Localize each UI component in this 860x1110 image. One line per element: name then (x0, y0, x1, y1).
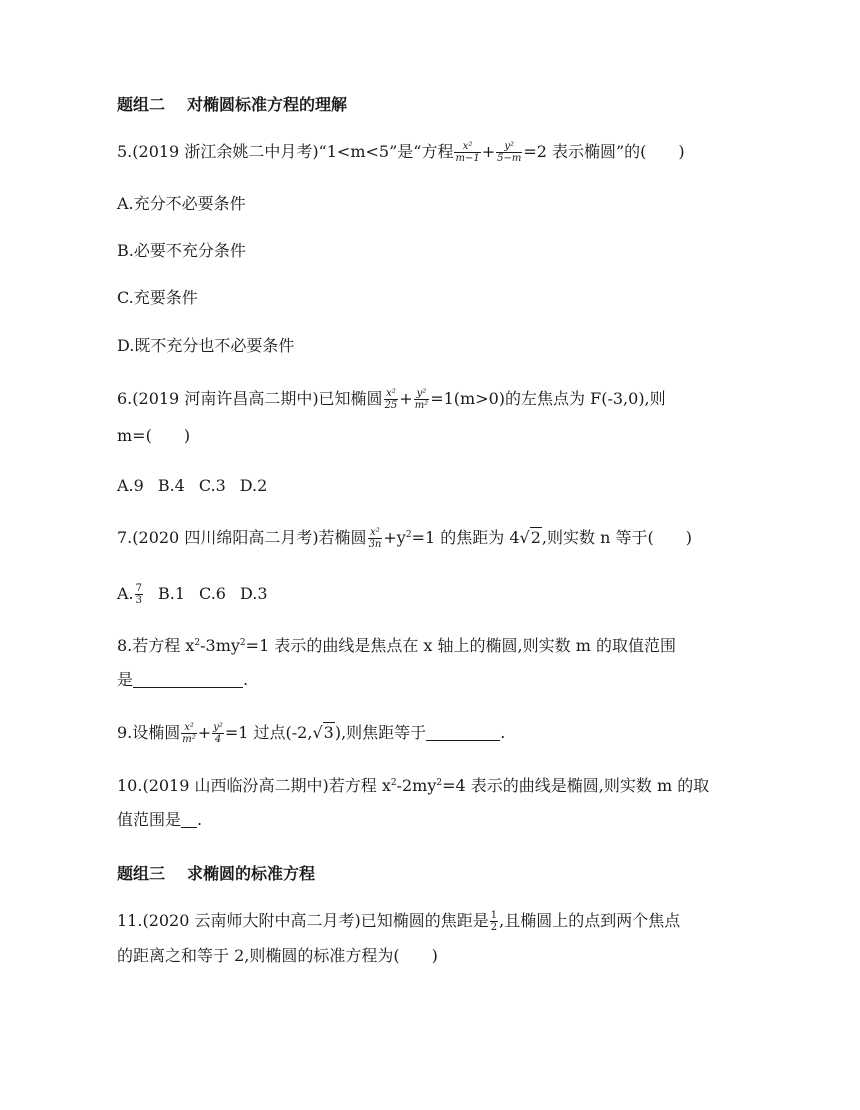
question-text: =2 表示椭圆”的( ) (523, 142, 685, 161)
question-text: 是 (117, 670, 134, 689)
fraction (414, 388, 430, 411)
option-c: C.6 (199, 584, 226, 603)
option-c: C.充要条件 (117, 288, 198, 307)
denominator: m² (414, 400, 429, 411)
option-b: B.1 (158, 584, 186, 603)
numerator: y² (213, 722, 223, 733)
section-title: 对椭圆标准方程的理解 (187, 95, 348, 114)
question-9-stem (117, 721, 505, 745)
question-text: 5.(2019 浙江余姚二中月考)“1<m<5”是“方程 (117, 142, 454, 161)
fraction (384, 388, 399, 411)
radicand: 3 (323, 723, 334, 742)
denominator: 5−m (497, 153, 522, 164)
question-8-stem (117, 634, 676, 658)
section-heading-2 (117, 93, 347, 117)
answer-blank[interactable] (181, 811, 197, 828)
square-root: √2 (519, 528, 541, 547)
question-text: ,则实数 n 等于( ) (541, 528, 692, 547)
superscript: 2 (194, 638, 201, 648)
question-10-stem (117, 774, 709, 798)
question-11-line2: 的距离之和等于 2,则椭圆的标准方程为( ) (117, 946, 438, 965)
question-text: ,且椭圆上的点到两个焦点 (499, 911, 681, 930)
question-text: =1 过点(-2, (224, 723, 313, 742)
answer-blank[interactable] (426, 724, 500, 741)
fraction (496, 141, 522, 164)
operator: + (399, 389, 413, 408)
question-text: =4 表示的曲线是椭圆,则实数 m 的取 (442, 776, 710, 795)
question-text: 值范围是 (117, 810, 182, 829)
question-8-line2 (117, 668, 248, 692)
fraction (181, 722, 197, 745)
denominator: 4 (214, 734, 222, 745)
fraction (490, 910, 498, 933)
question-7-stem (117, 526, 692, 550)
question-text: =1 表示的曲线是焦点在 x 轴上的椭圆,则实数 m 的取值范围 (245, 636, 676, 655)
question-text: =1(m>0)的左焦点为 F(-3,0),则 (430, 389, 666, 408)
superscript: 2 (436, 778, 443, 788)
fraction (454, 141, 480, 164)
operator: + (481, 142, 496, 161)
denominator: m−1 (455, 153, 480, 164)
numerator: y² (496, 141, 522, 153)
question-text: =1 的焦距为 4 (411, 528, 520, 547)
question-text: 7.(2020 四川绵阳高二月考)若椭圆 (117, 528, 367, 547)
question-5-stem (117, 140, 685, 164)
answer-blank[interactable] (133, 671, 243, 688)
denominator: 3 (135, 595, 143, 606)
question-text: 8.若方程 x (117, 636, 195, 655)
numerator: y² (414, 388, 430, 400)
question-text: 9.设椭圆 (117, 723, 181, 742)
option-a (117, 583, 144, 606)
question-text: 11.(2020 云南师大附中高二月考)已知椭圆的焦距是 (117, 911, 489, 930)
question-text: 6.(2019 河南许昌高二期中)已知椭圆 (117, 389, 383, 408)
question-6-stem (117, 387, 666, 411)
question-6-line2: m=( ) (117, 426, 191, 445)
operator: + (197, 723, 212, 742)
option-prefix: A. (117, 584, 134, 603)
numerator: 7 (135, 583, 143, 594)
question-6-options (117, 474, 267, 498)
section-title: 求椭圆的标准方程 (187, 864, 316, 883)
numerator: x² (454, 141, 480, 153)
option-a: A.9 (117, 476, 144, 495)
superscript: 2 (390, 778, 397, 788)
question-text: . (243, 670, 249, 689)
section-label: 题组三 (117, 864, 166, 883)
numerator: 1 (490, 910, 498, 921)
option-a: A.充分不必要条件 (117, 194, 246, 213)
fraction (368, 527, 383, 550)
superscript: 2 (239, 638, 246, 648)
section-heading-3 (117, 862, 315, 886)
denominator: 25 (384, 400, 398, 411)
question-text: -3my (200, 636, 240, 655)
question-text: +y (383, 528, 406, 547)
fraction (135, 583, 143, 606)
superscript: 2 (405, 530, 412, 540)
section-label: 题组二 (117, 95, 166, 114)
question-text: . (500, 723, 506, 742)
question-10-line2 (117, 808, 202, 832)
question-7-options (117, 582, 268, 606)
denominator: m² (182, 734, 196, 745)
question-text: -2my (396, 776, 437, 795)
question-text: ),则焦距等于 (334, 723, 427, 742)
fraction (212, 722, 224, 745)
option-b: B.4 (157, 476, 185, 495)
square-root: √3 (312, 723, 334, 742)
option-d: D.既不充分也不必要条件 (117, 336, 295, 355)
question-text: . (197, 810, 203, 829)
denominator: 3n (368, 539, 382, 550)
numerator: x² (384, 388, 399, 400)
question-11-stem (117, 909, 680, 933)
option-d: D.3 (239, 584, 268, 603)
radicand: 2 (530, 528, 541, 547)
denominator: 2 (490, 922, 498, 933)
numerator: x² (368, 527, 383, 539)
option-b: B.必要不充分条件 (117, 241, 246, 260)
question-text: 10.(2019 山西临汾高二期中)若方程 x (117, 776, 391, 795)
numerator: x² (181, 722, 197, 734)
option-d: D.2 (239, 476, 268, 495)
option-c: C.3 (198, 476, 226, 495)
